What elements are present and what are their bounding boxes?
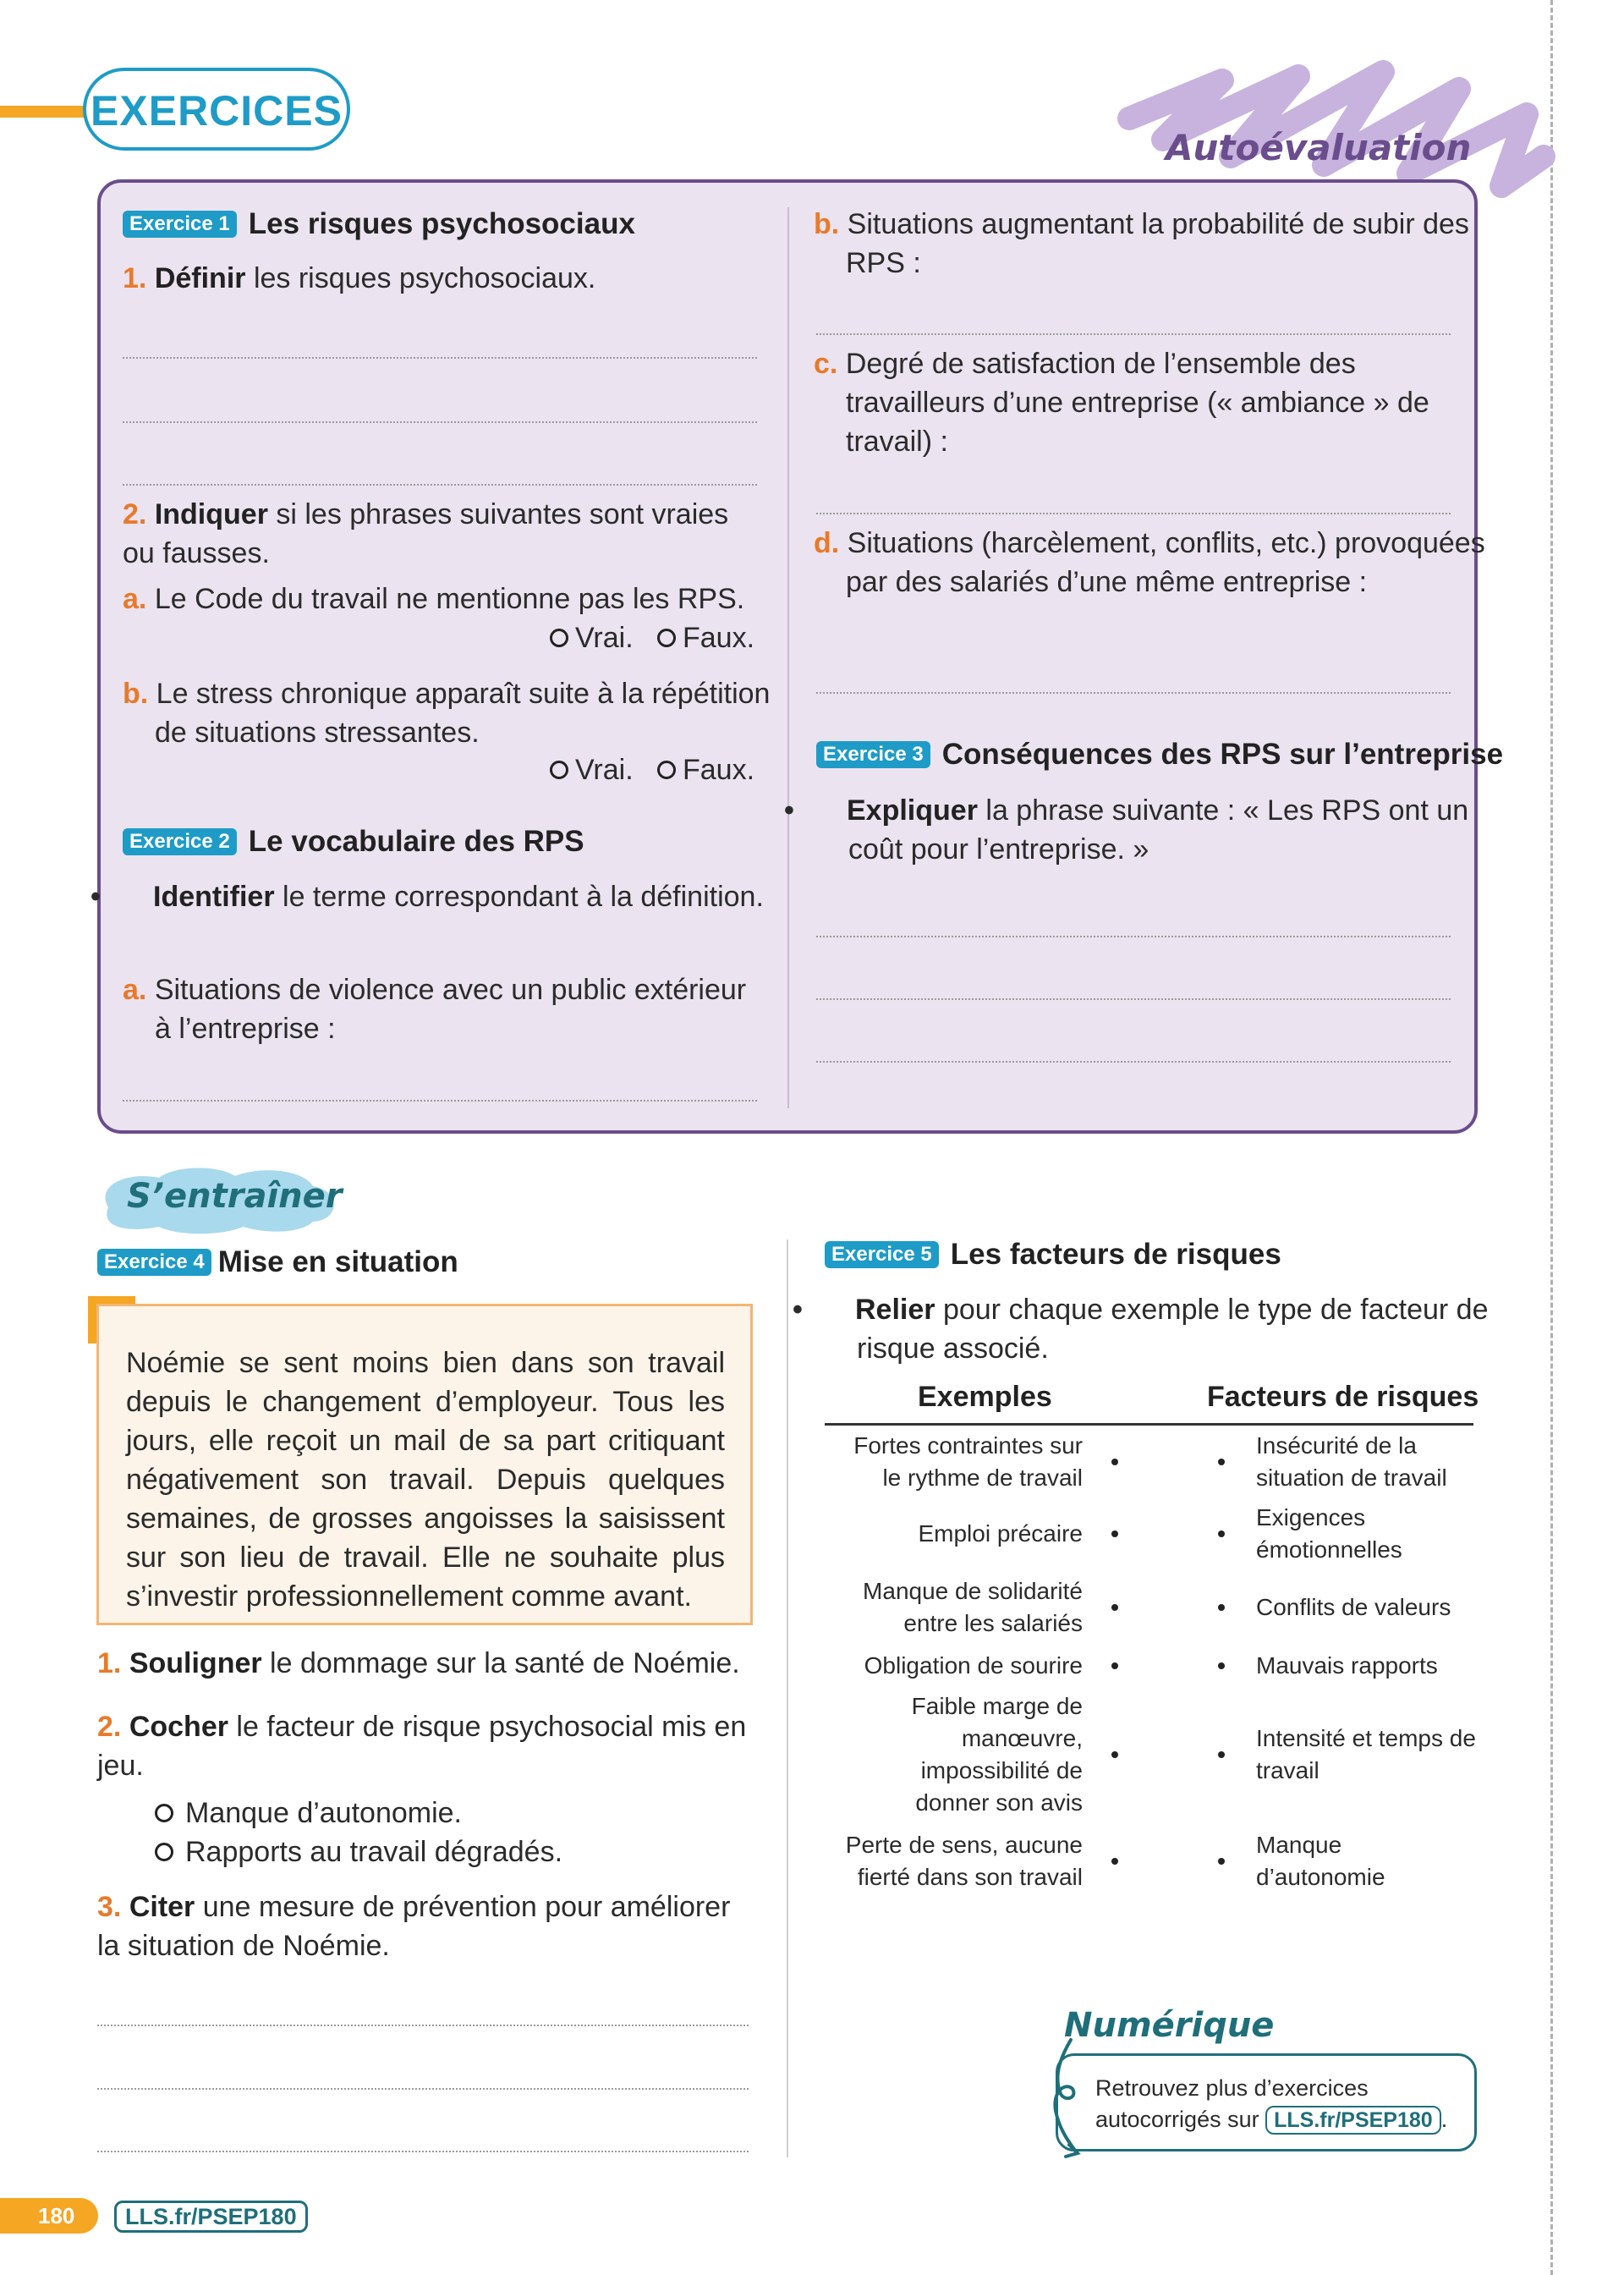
ex3-title: Conséquences des RPS sur l’entreprise xyxy=(941,738,1504,771)
ex5-instruction: • Relier pour chaque exemple le type de facteur de risque associé. xyxy=(793,1294,1489,1365)
numerique-link[interactable]: LLS.fr/PSEP180 xyxy=(1265,2106,1441,2135)
ex5-factor-3: Conflits de valeurs xyxy=(1256,1594,1451,1620)
qb-vrai-radio[interactable] xyxy=(550,761,568,779)
numerique-title: Numérique xyxy=(1064,2006,1275,2045)
ex5-example-1: Fortes contraintes sur le rythme de travail xyxy=(853,1432,1083,1491)
ex4-q3: 3. Citer une mesure de prévention pour améliorer la situation de Noémie. xyxy=(97,1891,731,1962)
ex5-title: Les facteurs de risques xyxy=(950,1238,1281,1271)
ex1-qb: b. Le stress chronique apparaît suite à la répétition de situations stressantes. xyxy=(123,678,771,749)
ex5-factor-4: Mauvais rapports xyxy=(1256,1652,1438,1679)
ex3-label: Exercice 3 xyxy=(816,741,930,768)
ex5-link-dot-left-3[interactable] xyxy=(1111,1604,1118,1611)
ex5-label: Exercice 5 xyxy=(825,1241,939,1268)
opt2-checkbox[interactable] xyxy=(155,1843,173,1861)
ex5-link-dot-right-1[interactable] xyxy=(1218,1459,1225,1465)
ex4-answer-line-3[interactable] xyxy=(97,2151,749,2152)
ex5-link-dot-left-1[interactable] xyxy=(1111,1459,1118,1465)
ex3-instruction: • Expliquer la phrase suivante : « Les RPS ont un coût pour l’entreprise. » xyxy=(784,794,1469,865)
ex2-title: Le vocabulaire des RPS xyxy=(248,825,584,858)
ex1-label: Exercice 1 xyxy=(123,211,237,238)
footer-link[interactable]: LLS.fr/PSEP180 xyxy=(114,2201,308,2233)
ex5-example-2: Emploi précaire xyxy=(918,1520,1083,1547)
qa-faux-radio[interactable] xyxy=(657,629,676,647)
ex5-col-left-header: Exemples xyxy=(918,1381,1052,1413)
ex4-option-2: Rapports au travail dégradés. xyxy=(155,1833,562,1871)
ex5-table-rule xyxy=(825,1423,1473,1426)
ex5-col-right-header: Facteurs de risques xyxy=(1207,1381,1479,1413)
ex5-link-dot-right-4[interactable] xyxy=(1218,1662,1225,1669)
ex2-qd: d. Situations (harcèlement, conflits, etc.) provoquées par des salariés d’une même entreprise : xyxy=(814,527,1485,598)
ex5-link-dot-right-3[interactable] xyxy=(1218,1604,1225,1611)
header-title-pill xyxy=(83,68,350,151)
ex2-qa-answer-line[interactable] xyxy=(123,1100,757,1102)
ex5-link-dot-left-4[interactable] xyxy=(1111,1662,1118,1669)
ex5-link-dot-right-2[interactable] xyxy=(1218,1530,1225,1537)
train-title: S’entraîner xyxy=(127,1177,343,1216)
ex1-header xyxy=(123,207,635,241)
ex4-story-text: Noémie se sent moins bien dans son travail depuis le changement d’employeur. Tous les jours, elle reçoit un mail de sa part critiquant négativement son travail. Depuis quelques semaines, de grosses angoisses la saisissent sur son lieu de travail. Elle ne souhaite plus s’investir professionnellement comme avant. xyxy=(126,1347,725,1613)
ex5-link-dot-left-6[interactable] xyxy=(1111,1858,1118,1865)
ex2-qb: b. Situations augmentant la probabilité de subir des RPS : xyxy=(814,208,1469,279)
qb-faux-radio[interactable] xyxy=(657,761,676,779)
ex1-qa: a. Le Code du travail ne mentionne pas les RPS. xyxy=(123,583,745,615)
ex1-qa-choices: Vrai. Faux. xyxy=(550,618,754,657)
ex4-option-1: Manque d’autonomie. xyxy=(155,1794,462,1833)
ex5-factor-5: Intensité et temps de travail xyxy=(1256,1725,1476,1783)
ex3-answer-line-3[interactable] xyxy=(816,1061,1451,1063)
ex4-title: Mise en situation xyxy=(217,1245,458,1278)
ex2-label: Exercice 2 xyxy=(123,828,237,855)
ex5-example-5: Faible marge de manœuvre, impossibilité de donner son avis xyxy=(911,1693,1083,1816)
ex5-link-dot-left-5[interactable] xyxy=(1111,1751,1118,1758)
ex1-answer-line-3[interactable] xyxy=(123,484,757,486)
ex4-answer-line-1[interactable] xyxy=(97,2025,749,2026)
ex1-answer-line-1[interactable] xyxy=(123,357,757,359)
ex4-answer-line-2[interactable] xyxy=(97,2088,749,2090)
ex4-story-box xyxy=(96,1304,753,1625)
numerique-text: Retrouvez plus d’exercices autocorrigés sur LLS.fr/PSEP180 . xyxy=(1095,2073,1468,2135)
ex4-q2: 2. Cocher le facteur de risque psychosocial mis en jeu. xyxy=(97,1711,747,1782)
ex5-link-dot-right-6[interactable] xyxy=(1218,1858,1225,1865)
ex5-example-3: Manque de solidarité entre les salariés xyxy=(863,1578,1083,1636)
ex2-qc-answer-line[interactable] xyxy=(816,513,1451,514)
ex2-header xyxy=(123,825,584,859)
ex5-link-dot-left-2[interactable] xyxy=(1111,1530,1118,1537)
ex1-q1: 1. Définir les risques psychosociaux. xyxy=(123,262,596,294)
ex5-factor-1: Insécurité de la situation de travail xyxy=(1256,1432,1447,1491)
bottom-column-divider xyxy=(787,1239,788,2157)
ex1-qb-choices: Vrai. Faux. xyxy=(550,750,754,789)
ex5-header xyxy=(825,1238,1281,1272)
ex2-qb-answer-line[interactable] xyxy=(816,333,1451,335)
ex4-header xyxy=(97,1245,458,1279)
ex5-example-6: Perte de sens, aucune fierté dans son travail xyxy=(845,1832,1083,1890)
ex5-example-4: Obligation de sourire xyxy=(864,1652,1083,1679)
ex5-factor-6: Manque d’autonomie xyxy=(1256,1832,1385,1890)
ex5-factor-2: Exigences émotionnelles xyxy=(1256,1504,1402,1563)
ex3-header xyxy=(816,738,1503,772)
ex4-q1: 1. Souligner le dommage sur la santé de Noémie. xyxy=(97,1647,740,1679)
autoeval-column-divider xyxy=(787,207,789,1108)
ex2-qa: a. Situations de violence avec un public extérieur à l’entreprise : xyxy=(123,974,747,1045)
ex1-title: Les risques psychosociaux xyxy=(248,207,635,240)
ex3-answer-line-1[interactable] xyxy=(816,936,1451,937)
ex1-answer-line-2[interactable] xyxy=(123,421,757,423)
ex1-q2: 2. Indiquer si les phrases suivantes sont vraies ou fausses. xyxy=(123,498,729,569)
ex3-answer-line-2[interactable] xyxy=(816,998,1451,1000)
ex2-qd-answer-line[interactable] xyxy=(816,692,1451,694)
page-edge-dashed-line xyxy=(1550,0,1553,2275)
ex4-label: Exercice 4 xyxy=(97,1249,211,1276)
autoeval-label: Autoévaluation xyxy=(1166,127,1472,168)
qa-vrai-radio[interactable] xyxy=(550,629,568,647)
ex5-link-dot-right-5[interactable] xyxy=(1218,1751,1225,1758)
page-title: EXERCICES xyxy=(91,87,343,135)
header-orange-bar xyxy=(0,106,93,118)
ex2-instruction: • Identifier le terme correspondant à la définition. xyxy=(91,881,764,913)
numerique-hook xyxy=(1044,2035,1086,2162)
ex2-qc: c. Degré de satisfaction de l’ensemble des travailleurs d’une entreprise (« ambiance » de travail) : xyxy=(814,348,1429,458)
opt1-checkbox[interactable] xyxy=(155,1804,173,1822)
footer-page-number: 180 xyxy=(0,2198,98,2234)
